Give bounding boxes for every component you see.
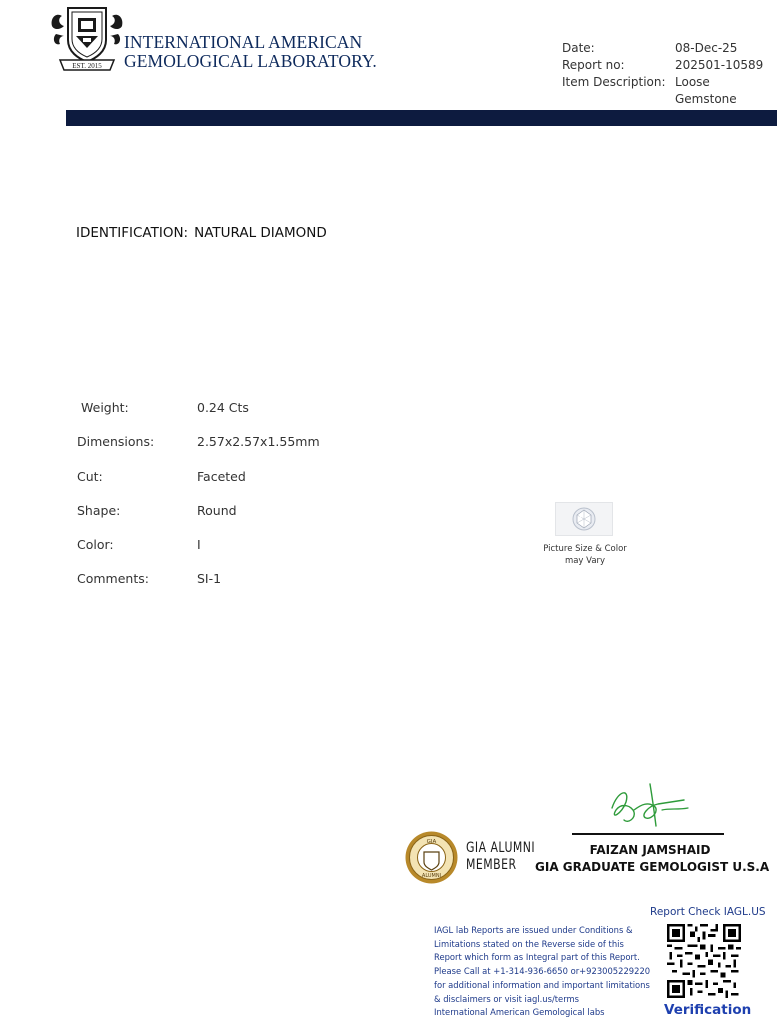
lab-name-line2: GEMOLOGICAL LABORATORY. — [124, 51, 377, 71]
detail-label: Cut: — [77, 468, 103, 484]
meta-item-description-label: Item Description: — [562, 75, 666, 89]
detail-label: Comments: — [77, 571, 149, 587]
lab-name — [124, 33, 384, 71]
stone-details — [77, 400, 477, 606]
detail-label: Shape: — [77, 502, 121, 518]
disclaimer — [434, 924, 658, 1020]
detail-row-comments — [77, 571, 477, 605]
signer-name: FAIZAN JAMSHAID — [589, 843, 711, 857]
gia-alumni-line1: GIA ALUMNI — [466, 840, 536, 856]
detail-value: 2.57x2.57x1.55mm — [197, 434, 320, 450]
diamond-icon — [556, 503, 612, 535]
detail-value: SI-1 — [197, 571, 222, 587]
diamond-photo — [555, 502, 613, 536]
report-check-link[interactable]: Report Check IAGL.US — [650, 906, 766, 918]
detail-row-color — [77, 537, 477, 571]
detail-row-cut — [77, 469, 477, 503]
gia-alumni-line2: MEMBER — [466, 857, 517, 873]
picture-caption — [530, 543, 640, 567]
qr-code-icon[interactable] — [667, 924, 741, 998]
detail-label: Dimensions: — [77, 434, 155, 450]
disclaimer-line: Please Call at +1-314-936-6650 or+923005229220 — [434, 966, 651, 977]
gia-alumni-seal-icon — [404, 830, 459, 885]
meta-report-no-label: Report no: — [562, 58, 625, 72]
lab-name-line1: INTERNATIONAL AMERICAN — [124, 32, 363, 52]
picture-caption-line2: may Vary — [564, 556, 606, 566]
detail-value: Round — [197, 502, 237, 518]
crest-year: EST. 2015 — [72, 62, 102, 70]
meta-date-value: 08-Dec-25 — [675, 41, 738, 55]
disclaimer-line: Report which form as Integral part of this Report. — [434, 952, 640, 963]
gia-alumni-text — [466, 840, 535, 874]
detail-value: I — [197, 537, 201, 553]
meta-date-label: Date: — [562, 41, 595, 55]
detail-value: Faceted — [197, 468, 246, 484]
disclaimer-line: IAGL lab Reports are issued under Conditions & — [434, 925, 633, 935]
meta-row-date — [562, 40, 774, 57]
verification-label: Verification — [664, 1002, 752, 1018]
meta-item-description-value: Loose Gemstone — [675, 75, 737, 106]
disclaimer-line: International American Gemological labs — [434, 1007, 605, 1018]
meta-report-no-value: 202501-10589 — [675, 58, 764, 72]
identification-label: IDENTIFICATION: — [76, 225, 189, 241]
detail-value: 0.24 Cts — [197, 400, 249, 415]
disclaimer-line: for additional information and important limitations — [434, 979, 650, 990]
picture-caption-line1: Picture Size & Color — [543, 544, 627, 554]
disclaimer-line: & disclaimers or visit iagl.us/terms — [434, 993, 580, 1004]
signature — [604, 780, 704, 832]
meta-row-report-no — [562, 57, 774, 74]
detail-label: Weight: — [81, 400, 129, 415]
disclaimer-line: Limitations stated on the Reverse side of this — [434, 938, 624, 949]
seal-bottom-text: ALUMNI — [421, 873, 442, 879]
meta-row-item-description — [562, 74, 774, 108]
identification-value: NATURAL DIAMOND — [194, 225, 327, 241]
lab-crest-logo — [48, 4, 126, 72]
detail-label: Color: — [77, 537, 114, 553]
detail-row-weight — [77, 400, 477, 434]
header-band — [66, 110, 777, 126]
detail-row-dimensions — [77, 434, 477, 468]
seal-top-text: GIA — [426, 839, 437, 845]
signature-line — [572, 833, 724, 835]
identification — [76, 225, 327, 241]
signer-title: GIA GRADUATE GEMOLOGIST U.S.A — [535, 860, 770, 874]
detail-row-shape — [77, 503, 477, 537]
report-meta — [562, 40, 774, 108]
